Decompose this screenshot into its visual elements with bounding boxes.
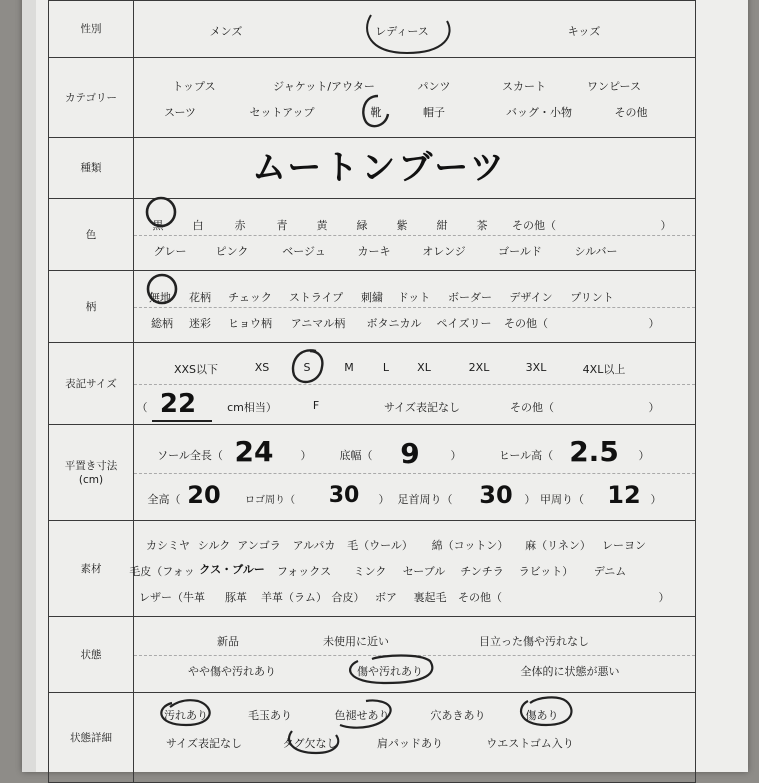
option-xl[interactable]: XL xyxy=(417,361,431,374)
option-black[interactable]: 黒 xyxy=(152,219,164,232)
option-other-close: ） xyxy=(648,401,660,414)
option-slight-damage[interactable]: やや傷や汚れあり xyxy=(188,665,276,678)
category-options xyxy=(134,58,696,138)
option-bag[interactable]: バッグ・小物 xyxy=(506,106,572,119)
condition-options xyxy=(134,617,696,693)
around-value[interactable]: 30 xyxy=(328,483,360,508)
width-close: ） xyxy=(450,449,462,462)
label-pattern: 柄 xyxy=(49,271,134,343)
option-s[interactable]: S xyxy=(303,361,311,374)
option-allover[interactable]: 総柄 xyxy=(151,317,173,330)
option-new[interactable]: 新品 xyxy=(217,635,239,648)
label-kind: 種類 xyxy=(49,138,134,199)
option-skirt[interactable]: スカート xyxy=(502,80,546,93)
size-handwritten-cm: 22 xyxy=(159,389,197,419)
option-suits[interactable]: スーツ xyxy=(163,106,197,119)
option-leather[interactable]: レザー（牛革 xyxy=(139,591,205,604)
option-design[interactable]: デザイン xyxy=(509,291,553,304)
ankle-value[interactable]: 30 xyxy=(479,481,513,509)
option-dot[interactable]: ドット xyxy=(397,291,431,304)
option-brushed[interactable]: 裏起毛 xyxy=(413,591,447,604)
option-ladies[interactable]: レディース xyxy=(375,25,429,38)
option-tag-missing[interactable]: タグ欠なし xyxy=(282,737,338,750)
option-other-open[interactable]: その他（ xyxy=(504,317,548,330)
paren-open: （ xyxy=(136,401,148,414)
option-stripe[interactable]: ストライプ xyxy=(288,291,344,304)
width-value[interactable]: 9 xyxy=(400,437,420,470)
option-holes[interactable]: 穴あきあり xyxy=(430,709,486,722)
label-size: 表記サイズ xyxy=(49,343,134,425)
instep-label: 甲周り（ xyxy=(540,493,584,506)
option-scratches[interactable]: 傷あり xyxy=(525,709,559,722)
label-condition: 状態 xyxy=(49,617,134,693)
option-bad-condition[interactable]: 全体的に状態が悪い xyxy=(520,665,620,678)
option-purple[interactable]: 紫 xyxy=(396,219,408,232)
option-pants[interactable]: パンツ xyxy=(417,80,451,93)
option-shoes[interactable]: 靴 xyxy=(370,106,382,119)
option-l[interactable]: L xyxy=(382,361,390,374)
heel-value[interactable]: 2.5 xyxy=(569,435,619,468)
label-color: 色 xyxy=(49,199,134,271)
option-chinchilla[interactable]: チンチラ xyxy=(460,565,504,578)
around-label: ロゴ周り（ xyxy=(245,495,295,506)
option-lamb[interactable]: 羊革（ラム） xyxy=(261,591,327,604)
option-other-open[interactable]: その他（ xyxy=(510,401,554,414)
heel-label: ヒール高（ xyxy=(498,449,554,462)
label-material: 素材 xyxy=(49,521,134,617)
item-form xyxy=(48,0,696,783)
label-flat-main: 平置き寸法 xyxy=(64,459,118,472)
option-setup[interactable]: セットアップ xyxy=(249,106,315,119)
option-camo[interactable]: 迷彩 xyxy=(189,317,211,330)
label-gender: 性別 xyxy=(49,1,134,58)
label-category: カテゴリー xyxy=(49,58,134,138)
option-4xl[interactable]: 4XL以上 xyxy=(582,363,626,376)
option-other-close: ） xyxy=(658,591,670,604)
option-waist-elastic[interactable]: ウエストゴム入り xyxy=(486,737,574,750)
option-xs[interactable]: XS xyxy=(254,361,270,374)
option-stain[interactable]: 汚れあり xyxy=(164,709,208,722)
material-options xyxy=(129,521,696,617)
option-red[interactable]: 赤 xyxy=(234,219,246,232)
option-botanical[interactable]: ボタニカル xyxy=(366,317,422,330)
option-silk[interactable]: シルク xyxy=(197,539,231,552)
option-pigskin[interactable]: 豚革 xyxy=(225,591,247,604)
option-fur[interactable]: 毛皮（フォッ xyxy=(129,565,195,578)
option-tops[interactable]: トップス xyxy=(172,80,216,93)
sole-close: ） xyxy=(300,449,312,462)
option-khaki[interactable]: カーキ xyxy=(357,245,391,258)
option-pilling[interactable]: 毛玉あり xyxy=(248,709,292,722)
sole-label: ソール全長（ xyxy=(157,449,223,462)
option-other-close: ） xyxy=(660,219,672,232)
option-synthetic[interactable]: 合皮） xyxy=(331,591,365,604)
option-print[interactable]: プリント xyxy=(570,291,614,304)
option-other-open[interactable]: その他（ xyxy=(512,219,556,232)
around-close: ） xyxy=(378,493,390,506)
option-wool[interactable]: 毛（ウール） xyxy=(347,539,413,552)
option-yellow[interactable]: 黄 xyxy=(316,219,328,232)
option-navy[interactable]: 紺 xyxy=(436,219,448,232)
color-options xyxy=(134,199,696,271)
option-pink[interactable]: ピンク xyxy=(215,245,249,258)
option-f[interactable]: F xyxy=(312,399,320,412)
option-cotton[interactable]: 綿（コットン） xyxy=(431,539,509,552)
label-flat-unit: (cm) xyxy=(78,473,104,486)
instep-value[interactable]: 12 xyxy=(607,481,641,509)
option-rabbit[interactable]: ラビット） xyxy=(518,565,574,578)
option-border[interactable]: ボーダー xyxy=(448,291,492,304)
option-paisley[interactable]: ペイズリー xyxy=(436,317,492,330)
option-other[interactable]: その他 xyxy=(614,106,648,119)
option-onepiece[interactable]: ワンピース xyxy=(586,80,642,93)
option-boa[interactable]: ボア xyxy=(375,591,397,604)
option-blue[interactable]: 青 xyxy=(276,219,288,232)
option-leopard[interactable]: ヒョウ柄 xyxy=(228,317,272,330)
gender-options xyxy=(134,1,696,58)
option-linen[interactable]: 麻（リネン） xyxy=(525,539,591,552)
option-floral[interactable]: 花柄 xyxy=(189,291,211,304)
option-gray[interactable]: グレー xyxy=(153,245,187,258)
ankle-label: 足首周り（ xyxy=(397,493,453,506)
option-shoulder-pads[interactable]: 肩パッドあり xyxy=(377,737,443,750)
kind-handwritten-value: ムートンブーツ xyxy=(252,148,507,188)
height-label: 全高（ xyxy=(147,493,181,506)
option-no-visible-damage[interactable]: 目立った傷や汚れなし xyxy=(479,635,589,648)
heel-close: ） xyxy=(638,449,650,462)
option-cm-equiv[interactable]: cm相当） xyxy=(227,401,277,414)
option-rayon[interactable]: レーヨン xyxy=(602,539,646,552)
option-2xl[interactable]: 2XL xyxy=(468,361,490,374)
option-mens[interactable]: メンズ xyxy=(209,25,243,38)
option-jacket[interactable]: ジャケット/アウター xyxy=(273,80,375,93)
option-like-new[interactable]: 未使用に近い xyxy=(323,635,389,648)
option-animal[interactable]: アニマル柄 xyxy=(290,317,346,330)
height-value[interactable]: 20 xyxy=(187,481,221,509)
option-kids[interactable]: キッズ xyxy=(567,25,601,38)
option-white[interactable]: 白 xyxy=(192,219,204,232)
instep-close: ） xyxy=(650,493,662,506)
label-condition-detail: 状態詳細 xyxy=(49,693,134,783)
option-fading[interactable]: 色褪せあり xyxy=(334,709,390,722)
size-options xyxy=(134,343,696,425)
option-silver[interactable]: シルバー xyxy=(574,245,618,258)
option-no-size[interactable]: サイズ表記なし xyxy=(383,401,461,414)
option-denim[interactable]: デニム xyxy=(593,565,627,578)
option-embroidery[interactable]: 刺繍 xyxy=(361,291,383,304)
option-3xl[interactable]: 3XL xyxy=(525,361,547,374)
ankle-close: ） xyxy=(524,493,536,506)
option-angora[interactable]: アンゴラ xyxy=(237,539,281,552)
option-fox[interactable]: フォックス xyxy=(276,565,332,578)
option-xxs[interactable]: XXS以下 xyxy=(173,363,219,376)
kind-field[interactable] xyxy=(134,138,696,199)
flat-measurements xyxy=(134,425,696,521)
option-no-size-tag[interactable]: サイズ表記なし xyxy=(165,737,243,750)
option-damage[interactable]: 傷や汚れあり xyxy=(357,665,423,678)
condition-detail-options xyxy=(134,693,696,783)
option-plain[interactable]: 無地 xyxy=(149,291,171,304)
option-orange[interactable]: オレンジ xyxy=(422,245,466,258)
label-flat xyxy=(49,425,134,521)
fur-handwritten: クス・ブルー xyxy=(199,563,265,576)
option-mink[interactable]: ミンク xyxy=(353,565,387,578)
option-green[interactable]: 緑 xyxy=(356,219,368,232)
sole-value[interactable]: 24 xyxy=(234,435,274,468)
option-other-close: ） xyxy=(648,317,660,330)
option-sable[interactable]: セーブル xyxy=(402,565,446,578)
option-alpaca[interactable]: アルパカ xyxy=(292,539,336,552)
width-label: 底幅（ xyxy=(339,449,373,462)
option-check[interactable]: チェック xyxy=(228,291,272,304)
option-hat[interactable]: 帽子 xyxy=(423,106,445,119)
option-m[interactable]: M xyxy=(344,361,354,374)
option-other-open[interactable]: その他（ xyxy=(458,591,502,604)
option-brown[interactable]: 茶 xyxy=(476,219,488,232)
option-cashmere[interactable]: カシミヤ xyxy=(146,539,190,552)
option-beige[interactable]: ベージュ xyxy=(282,245,326,258)
pattern-options xyxy=(134,271,696,343)
option-gold[interactable]: ゴールド xyxy=(498,245,542,258)
